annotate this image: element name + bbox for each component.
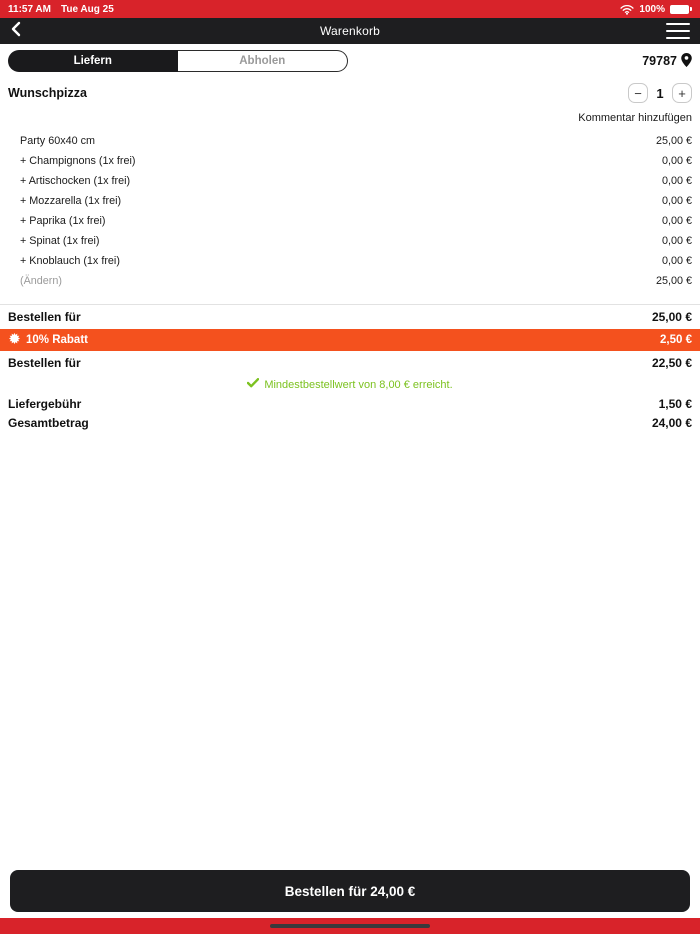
item-label: + Knoblauch (1x frei) xyxy=(20,255,120,267)
list-item xyxy=(8,171,692,191)
status-bar xyxy=(0,0,700,18)
battery-icon xyxy=(670,5,692,14)
total-label: Gesamtbetrag xyxy=(8,415,89,430)
order-button[interactable]: Bestellen für 24,00 € xyxy=(10,870,690,912)
subtotal-value: 25,00 € xyxy=(651,310,692,324)
item-label: + Paprika (1x frei) xyxy=(20,215,106,227)
map-pin-icon xyxy=(681,53,692,70)
hamburger-menu-icon xyxy=(666,30,690,32)
after-discount-label: Bestellen für xyxy=(8,356,81,370)
nav-bar xyxy=(0,18,700,44)
bottom-bar xyxy=(0,918,700,934)
total-row xyxy=(0,413,700,432)
change-item-link[interactable]: (Ändern) xyxy=(20,275,63,287)
delivery-fee-row xyxy=(0,394,700,413)
cart-content xyxy=(0,44,700,870)
item-price: 0,00 € xyxy=(661,215,692,227)
item-price: 0,00 € xyxy=(661,235,692,247)
item-price: 0,00 € xyxy=(661,155,692,167)
hamburger-menu-icon xyxy=(666,23,690,25)
subtotal-label: Bestellen für xyxy=(8,310,81,324)
item-label: + Champignons (1x frei) xyxy=(20,155,136,167)
list-item xyxy=(8,251,692,271)
tab-abholen[interactable]: Abholen xyxy=(178,50,349,72)
subtotal-row xyxy=(0,305,700,329)
checkmark-icon xyxy=(247,378,259,391)
battery-percent: 100% xyxy=(639,3,665,15)
discount-value: 2,50 € xyxy=(660,334,692,346)
discount-starburst-icon xyxy=(8,332,21,348)
wifi-icon xyxy=(620,4,634,15)
item-price: 25,00 € xyxy=(655,275,692,287)
menu-button[interactable] xyxy=(666,23,690,39)
tab-liefern[interactable]: Liefern xyxy=(8,50,178,72)
chevron-left-icon xyxy=(10,21,22,42)
product-row xyxy=(0,72,700,103)
home-indicator[interactable] xyxy=(270,924,430,929)
item-label: + Mozzarella (1x frei) xyxy=(20,195,122,207)
postal-code: 79787 xyxy=(642,54,677,68)
discount-row xyxy=(0,329,700,351)
comment-row xyxy=(0,103,700,124)
postal-code-selector[interactable] xyxy=(642,53,692,70)
total-value: 24,00 € xyxy=(651,415,692,430)
quantity-increase-button[interactable]: + xyxy=(672,83,692,103)
item-price: 0,00 € xyxy=(661,255,692,267)
status-time: 11:57 AM xyxy=(8,3,51,15)
item-price: 0,00 € xyxy=(661,195,692,207)
item-label: + Spinat (1x frei) xyxy=(20,235,100,247)
min-order-text: Mindestbestellwert von 8,00 € erreicht. xyxy=(264,378,453,391)
list-item xyxy=(8,211,692,231)
item-price: 0,00 € xyxy=(661,175,692,187)
quantity-stepper xyxy=(628,83,692,103)
after-discount-value: 22,50 € xyxy=(651,356,692,370)
after-discount-row xyxy=(0,351,700,375)
list-item xyxy=(8,191,692,211)
product-name: Wunschpizza xyxy=(8,86,87,100)
order-mode-toggle xyxy=(8,50,348,72)
item-label: + Artischocken (1x frei) xyxy=(20,175,131,187)
status-date: Tue Aug 25 xyxy=(60,3,114,15)
item-price: 25,00 € xyxy=(655,135,692,147)
delivery-fee-value: 1,50 € xyxy=(658,396,692,411)
footer xyxy=(0,870,700,934)
item-label: Party 60x40 cm xyxy=(20,135,96,147)
quantity-decrease-button[interactable]: − xyxy=(628,83,648,103)
delivery-fee-label: Liefergebühr xyxy=(8,396,82,411)
quantity-value: 1 xyxy=(656,85,664,101)
order-mode-row xyxy=(0,44,700,72)
page-title: Warenkorb xyxy=(319,24,381,38)
add-comment-link[interactable]: Kommentar hinzufügen xyxy=(578,112,692,124)
discount-label: 10% Rabatt xyxy=(26,334,88,346)
list-item-aendern xyxy=(8,271,692,291)
list-item xyxy=(8,131,692,151)
back-button[interactable] xyxy=(10,21,34,41)
list-item xyxy=(8,151,692,171)
hamburger-menu-icon xyxy=(666,37,690,39)
item-list xyxy=(0,124,700,291)
min-order-message xyxy=(0,375,700,394)
list-item xyxy=(8,231,692,251)
